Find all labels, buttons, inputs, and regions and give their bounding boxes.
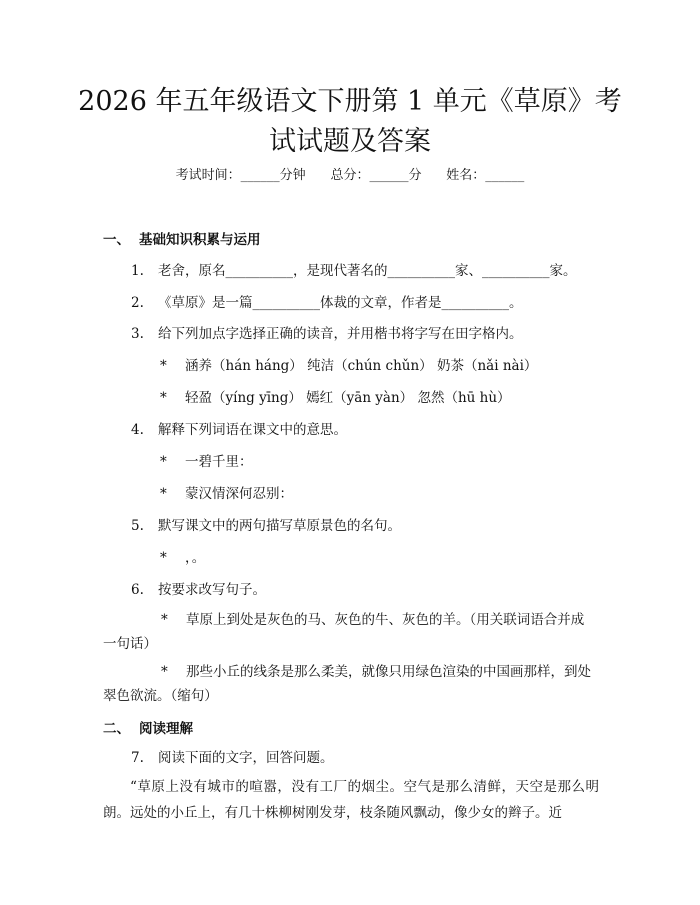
list-item: * 那些小丘的线条是那么柔美，就像只用绿色渲染的中国画那样，到处 翠色欲流。（缩句） <box>103 664 591 704</box>
student-name: 姓名：______ <box>446 168 525 183</box>
exam-total-score: 总分：______分 <box>330 168 422 183</box>
section-heading-1: 一、 基础知识积累与运用 <box>103 232 261 248</box>
exam-time: 考试时间：______分钟 <box>175 168 306 183</box>
exam-info <box>0 166 700 186</box>
question-3: 3. 给下列加点字选择正确的读音，并用楷书将字写在田字格内。 <box>131 326 523 342</box>
title-line-1: 2026 年五年级语文下册第 1 单元《草原》考 <box>78 86 622 117</box>
reading-passage: “草原上没有城市的喧嚣，没有工厂的烟尘。空气是那么清鲜，天空是那么明朗。远处的小丘上，有几十株柳树刚发芽，枝条随风飘动，像少女的辫子。近 <box>103 779 599 821</box>
section-heading-2: 二、 阅读理解 <box>103 721 193 737</box>
question-6: 6. 按要求改写句子。 <box>131 582 266 598</box>
question-7: 7. 阅读下面的文字，回答问题。 <box>131 750 334 766</box>
title-line-2: 试试题及答案 <box>269 126 431 157</box>
list-item: * 轻盈（yíng yīng） 嫣红（yān yàn） 忽然（hū hù） <box>160 390 511 406</box>
list-item: * 草原上到处是灰色的马、灰色的牛、灰色的羊。（用关联词语合并成 一句话） <box>103 612 585 652</box>
question-2: 2. 《草原》是一篇__________体裁的文章，作者是__________。 <box>131 295 523 311</box>
list-item: * ，。 <box>160 550 206 566</box>
list-item: * 蒙汉情深何忍别： <box>160 486 293 502</box>
exam-title <box>60 82 640 162</box>
list-item: * 一碧千里： <box>160 454 253 470</box>
question-4: 4. 解释下列词语在课文中的意思。 <box>131 422 347 438</box>
list-item: * 涵养（hán háng） 纯洁（chún chǔn） 奶茶（nǎi nài） <box>160 358 538 374</box>
question-5: 5. 默写课文中的两句描写草原景色的名句。 <box>131 518 401 534</box>
question-1: 1. 老舍，原名__________，是现代著名的__________家、__________家。 <box>131 263 577 279</box>
